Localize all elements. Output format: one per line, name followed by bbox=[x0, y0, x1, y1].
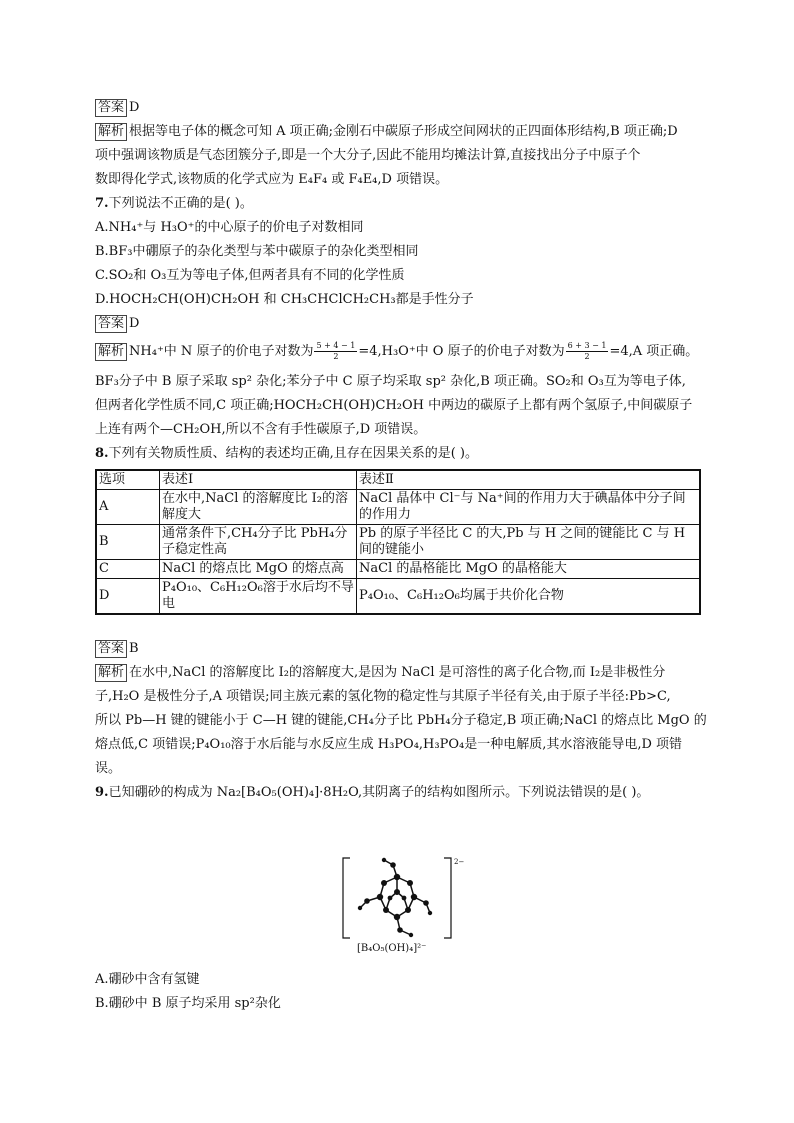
q7-option-a: A.NH₄⁺与 H₃O⁺的中心原子的价电子对数相同 bbox=[95, 220, 364, 235]
column-header-option: 选项 bbox=[96, 470, 160, 490]
question-text: 已知硼砂的构成为 Na₂[B₄O₅(OH)₄]·8H₂O,其阴离子的结构如图所示。下列说法错误的是( )。 bbox=[108, 785, 650, 800]
question-number: 7. bbox=[95, 196, 109, 211]
q7-option-d: D.HOCH₂CH(OH)CH₂OH 和 CH₃CHClCH₂CH₃都是手性分子 bbox=[95, 292, 474, 307]
table-header-row bbox=[96, 470, 700, 490]
figure-caption: [B₄O₅(OH)₄]²⁻ bbox=[357, 943, 427, 954]
q8-analysis-line-5: 误。 bbox=[95, 761, 122, 776]
q8-analysis-line-1 bbox=[95, 661, 701, 685]
question-text: 下列有关物质性质、结构的表述均正确,且存在因果关系的是( )。 bbox=[108, 446, 478, 461]
q7-option-b: B.BF₃中硼原子的杂化类型与苯中碳原子的杂化类型相同 bbox=[95, 244, 419, 259]
q6-analysis-line-2: 项中强调该物质是气态团簇分子,即是一个大分子,因此不能用均摊法计算,直接找出分子中原子个 bbox=[95, 148, 641, 163]
answer-tag: 答案 bbox=[95, 640, 127, 658]
analysis-text: 在水中,NaCl 的溶解度比 I₂的溶解度大,是因为 NaCl 是可溶性的离子化合物,而 I₂是非极性分 bbox=[129, 665, 666, 680]
document-page bbox=[95, 96, 707, 805]
left-bracket bbox=[343, 858, 350, 938]
column-header-statement-1: 表述Ⅰ bbox=[160, 470, 357, 490]
cell-statement-2: Pb 的原子半径比 C 的大,Pb 与 H 之间的键能比 C 与 H 间的键能小 bbox=[357, 525, 701, 560]
q6-answer bbox=[95, 96, 701, 120]
answer-tag: 答案 bbox=[95, 99, 127, 117]
q8-stem bbox=[95, 442, 701, 466]
cell-statement-1: NaCl 的熔点比 MgO 的熔点高 bbox=[160, 560, 357, 579]
question-number: 8. bbox=[95, 446, 109, 461]
analysis-text: 根据等电子体的概念可知 A 项正确;金刚石中碳原子形成空间网状的正四面体形结构,B 项正确;D bbox=[129, 124, 678, 139]
q7-analysis-line-4: 上连有两个—CH₂OH,所以不含有手性碳原子,D 项错误。 bbox=[95, 422, 427, 437]
q7-stem bbox=[95, 192, 701, 216]
q7-analysis-line-1 bbox=[95, 340, 701, 364]
answer-value: B bbox=[129, 641, 139, 656]
fraction-numerator: 6 + 3 − 1 bbox=[567, 341, 607, 350]
q9-option-b: B.硼砂中 B 原子均采用 sp²杂化 bbox=[95, 996, 281, 1011]
q7-answer bbox=[95, 312, 701, 336]
fraction-denominator: 2 bbox=[584, 352, 590, 361]
table-row bbox=[96, 490, 700, 525]
fraction-denominator: 2 bbox=[333, 352, 339, 361]
analysis-text-a: NH₄⁺中 N 原子的价电子对数为 bbox=[129, 344, 314, 359]
question-text: 下列说法不正确的是( )。 bbox=[108, 196, 253, 211]
analysis-tag: 解析 bbox=[95, 123, 127, 141]
q7-analysis-line-2: BF₃分子中 B 原子采取 sp² 杂化;苯分子中 C 原子均采取 sp² 杂化,B 项正确。SO₂和 O₃互为等电子体, bbox=[95, 374, 686, 389]
cell-option: A bbox=[96, 490, 160, 525]
cell-statement-2: NaCl 的晶格能比 MgO 的晶格能大 bbox=[357, 560, 701, 579]
q9-option-a: A.硼砂中含有氢键 bbox=[95, 972, 200, 987]
answer-value: D bbox=[129, 316, 140, 331]
q8-analysis-line-3: 所以 Pb—H 键的键能小于 C—H 键的键能,CH₄分子比 PbH₄分子稳定,B 项正确;NaCl 的熔点比 MgO 的 bbox=[95, 713, 707, 728]
cell-option: C bbox=[96, 560, 160, 579]
cell-statement-2: P₄O₁₀、C₆H₁₂O₆均属于共价化合物 bbox=[357, 579, 701, 615]
bond-lines bbox=[360, 860, 430, 935]
q8-table bbox=[95, 469, 701, 615]
analysis-text-c: =4,A 项正确。 bbox=[609, 344, 699, 359]
answer-tag: 答案 bbox=[95, 315, 127, 333]
analysis-text-b: =4,H₃O⁺中 O 原子的价电子对数为 bbox=[358, 344, 565, 359]
q8-analysis-line-2: 子,H₂O 是极性分子,A 项错误;同主族元素的氢化物的稳定性与其原子半径有关,由于原子半径:Pb>C, bbox=[95, 689, 671, 704]
cell-statement-1: 通常条件下,CH₄分子比 PbH₄分子稳定性高 bbox=[160, 525, 357, 560]
column-header-statement-2: 表述Ⅱ bbox=[357, 470, 701, 490]
table-row bbox=[96, 560, 700, 579]
cell-option: B bbox=[96, 525, 160, 560]
bracket-group bbox=[343, 858, 451, 938]
right-bracket bbox=[444, 858, 451, 938]
figure-charge: 2− bbox=[454, 858, 465, 866]
question-number: 9. bbox=[95, 785, 109, 800]
cell-statement-2: NaCl 晶体中 Cl⁻与 Na⁺间的作用力大于碘晶体中分子间的作用力 bbox=[357, 490, 701, 525]
table-row bbox=[96, 579, 700, 615]
fraction-n bbox=[314, 341, 357, 362]
table-row bbox=[96, 525, 700, 560]
q8-answer bbox=[95, 637, 701, 661]
q7-option-c: C.SO₂和 O₃互为等电子体,但两者具有不同的化学性质 bbox=[95, 268, 405, 283]
fraction-o bbox=[566, 341, 609, 362]
analysis-tag: 解析 bbox=[95, 343, 127, 361]
q6-analysis-line-3: 数即得化学式,该物质的化学式应为 E₄F₄ 或 F₄E₄,D 项错误。 bbox=[95, 172, 449, 187]
cell-statement-1: 在水中,NaCl 的溶解度比 I₂的溶解度大 bbox=[160, 490, 357, 525]
analysis-tag: 解析 bbox=[95, 664, 127, 682]
q8-analysis-line-4: 熔点低,C 项错误;P₄O₁₀溶于水后能与水反应生成 H₃PO₄,H₃PO₄是一种电解质,其水溶液能导电,D 项错 bbox=[95, 737, 683, 752]
cell-option: D bbox=[96, 579, 160, 615]
q9-options bbox=[95, 968, 701, 1016]
answer-value: D bbox=[129, 100, 140, 115]
fraction-numerator: 5 + 4 − 1 bbox=[316, 341, 356, 350]
q9-stem bbox=[95, 781, 701, 805]
q7-analysis-line-3: 但两者化学性质不同,C 项正确;HOCH₂CH(OH)CH₂OH 中两边的碳原子上都有两个氢原子,中间碳原子 bbox=[95, 398, 693, 413]
q6-analysis-line-1 bbox=[95, 120, 701, 144]
cell-statement-1: P₄O₁₀、C₆H₁₂O₆溶于水后均不导电 bbox=[160, 579, 357, 615]
